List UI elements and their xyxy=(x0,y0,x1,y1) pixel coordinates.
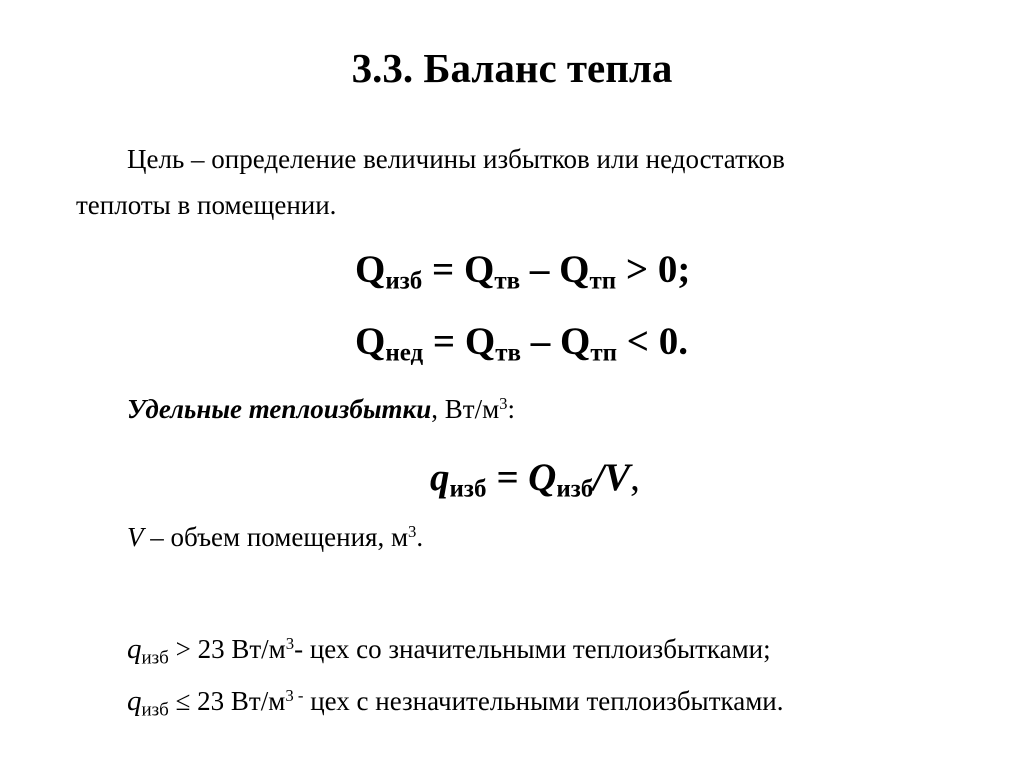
eq-part: < 0. xyxy=(617,320,689,363)
criterion-text: - цех со значительными теплоизбытками; xyxy=(294,634,771,664)
goal-line-2: теплоты в помещении. xyxy=(76,190,337,220)
volume-symbol: V xyxy=(127,522,144,552)
period: . xyxy=(416,522,424,552)
criterion-subscript: изб xyxy=(141,699,169,721)
eq-subscript: нед xyxy=(385,339,424,367)
superscript: 3 xyxy=(499,393,508,413)
superscript: 3 xyxy=(285,633,295,653)
eq-part: > 0; xyxy=(616,248,691,291)
eq-subscript: изб xyxy=(556,475,594,503)
eq-subscript: тв xyxy=(494,267,521,295)
superscript: 3 xyxy=(408,521,417,541)
volume-text: – объем помещения, м xyxy=(143,522,409,552)
goal-line-1: Цель – определение величины избытков или недостатков xyxy=(127,144,785,174)
equation-excess xyxy=(355,246,690,294)
criterion-relation: > 23 Вт/м xyxy=(168,634,286,664)
specific-heat-term: Удельные теплоизбытки xyxy=(127,394,432,424)
volume-definition xyxy=(127,520,423,554)
criterion-relation: ≤ 23 Вт/м xyxy=(168,686,286,716)
criterion-symbol: q xyxy=(127,633,142,665)
colon: : xyxy=(507,394,516,424)
specific-heat-line xyxy=(127,392,515,426)
eq-subscript: изб xyxy=(385,267,423,295)
eq-part: /V xyxy=(593,456,631,499)
superscript: 3 - xyxy=(285,685,304,705)
criterion-significant xyxy=(127,632,771,669)
equation-specific xyxy=(430,454,640,502)
criterion-insignificant xyxy=(127,684,784,721)
equation-deficit xyxy=(355,318,688,366)
eq-part: – Q xyxy=(521,320,591,363)
eq-subscript: тп xyxy=(590,339,618,367)
page-title: 3.3. Баланс тепла xyxy=(351,45,673,91)
eq-symbol: Q xyxy=(355,248,386,291)
eq-part: – Q xyxy=(520,248,590,291)
eq-subscript: тп xyxy=(589,267,617,295)
criterion-text: цех с незначительными теплоизбытками. xyxy=(303,686,784,716)
eq-comma: , xyxy=(630,456,640,499)
specific-heat-unit: , Вт/м xyxy=(431,394,500,424)
eq-symbol: q xyxy=(430,456,450,499)
eq-symbol: Q xyxy=(355,320,386,363)
eq-part: = Q xyxy=(422,248,495,291)
criterion-symbol: q xyxy=(127,685,142,717)
eq-part: = Q xyxy=(423,320,496,363)
criterion-subscript: изб xyxy=(141,647,169,669)
eq-subscript: изб xyxy=(449,475,487,503)
eq-subscript: тв xyxy=(495,339,522,367)
eq-part: = Q xyxy=(486,456,557,499)
